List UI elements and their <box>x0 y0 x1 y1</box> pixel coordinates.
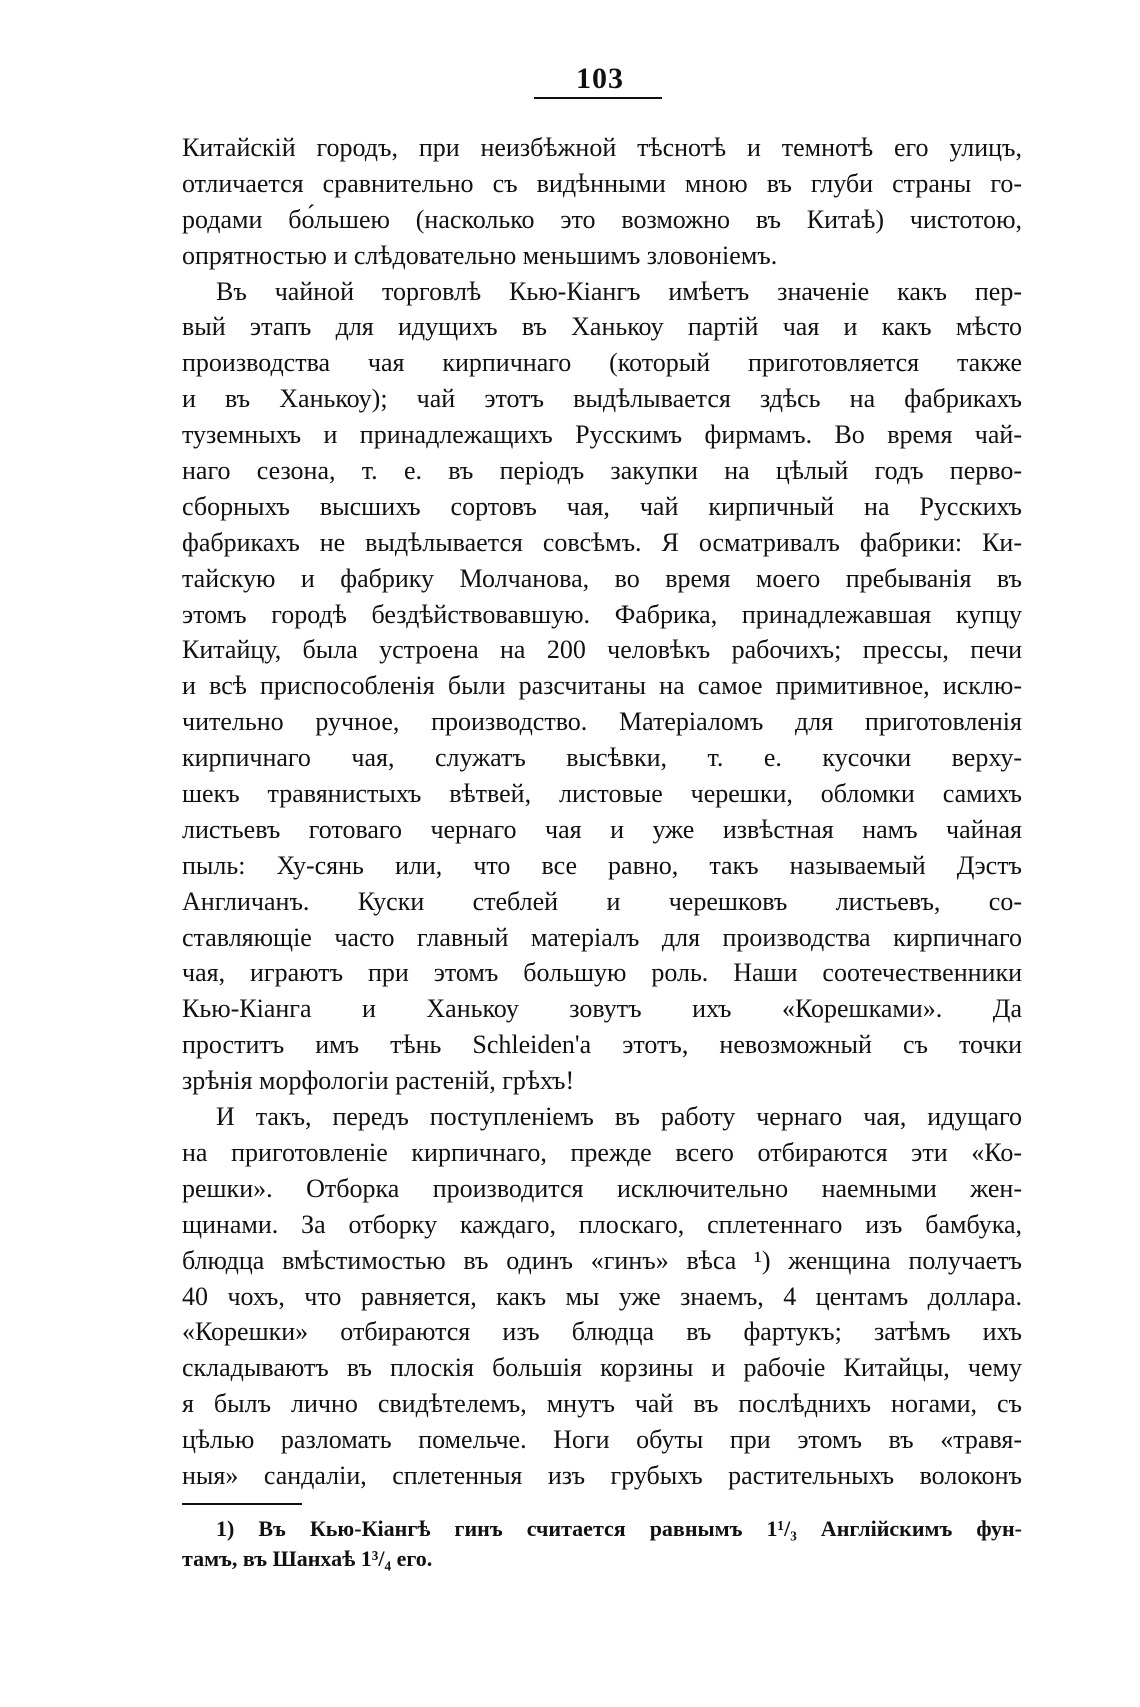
footnote-line: тамъ, въ Шанхаѣ 1³/₄ его. <box>182 1546 433 1571</box>
text-line: Англичанъ. Куски стеблей и черешковъ листьевъ, со- <box>182 886 1022 916</box>
text-line: чая, играютъ при этомъ большую роль. Наши соотечественники <box>182 958 1022 988</box>
text-line: листьевъ готоваго чернаго чая и уже извѣстная намъ чайная <box>182 814 1022 844</box>
text-line: наго сезона, т. е. въ періодъ закупки на цѣлый годъ перво- <box>182 456 1022 486</box>
text-line: складываютъ въ плоскія большія корзины и рабочіе Китайцы, чему <box>182 1353 1022 1383</box>
text-line: и всѣ приспособленія были разсчитаны на самое примитивное, исклю- <box>182 671 1022 701</box>
text-line: вый этапъ для идущихъ въ Ханькоу партій чая и какъ мѣсто <box>182 312 1022 342</box>
page-number-rule <box>534 97 662 99</box>
text-line: этомъ городѣ бездѣйствовавшую. Фабрика, принадлежавшая купцу <box>182 599 1022 629</box>
text-line: на приготовленіе кирпичнаго, прежде всего отбираются эти «Ко- <box>182 1137 1022 1167</box>
footnote-rule <box>182 1503 302 1505</box>
text-line: пыль: Ху-сянь или, что все равно, такъ называемый Дэстъ <box>182 850 1022 880</box>
text-line: родами бо́льшею (насколько это возможно въ Китаѣ) чистотою, <box>182 204 1022 234</box>
text-line: решки». Отборка производится исключительно наемными жен- <box>182 1173 1022 1203</box>
page-number: 103 <box>576 62 624 95</box>
text-line: фабрикахъ не выдѣлывается совсѣмъ. Я осматривалъ фабрики: Ки- <box>182 527 1022 557</box>
text-line: туземныхъ и принадлежащихъ Русскимъ фирмамъ. Во время чай- <box>182 420 1022 450</box>
text-line: Китайцу, была устроена на 200 человѣкъ рабочихъ; прессы, печи <box>182 635 1022 665</box>
body-text <box>182 130 1022 1494</box>
text-line: «Корешки» отбираются изъ блюдца въ фартукъ; затѣмъ ихъ <box>182 1317 1022 1347</box>
text-line: цѣлью разломать помельче. Ноги обуты при этомъ въ «травя- <box>182 1425 1022 1455</box>
text-line: я былъ лично свидѣтелемъ, мнутъ чай въ послѣднихъ ногами, съ <box>182 1389 1022 1419</box>
text-line: опрятностью и слѣдовательно меньшимъ зловоніемъ. <box>182 240 778 270</box>
text-line: щинами. За отборку каждаго, плоскаго, сплетеннаго изъ бамбука, <box>182 1209 1022 1239</box>
text-line: ныя» сандаліи, сплетенныя изъ грубыхъ растительныхъ волоконъ <box>182 1460 1022 1490</box>
text-line: блюдца вмѣстимостью въ одинъ «гинъ» вѣса ¹) женщина получаетъ <box>182 1245 1022 1275</box>
text-line: шекъ травянистыхъ вѣтвей, листовые черешки, обломки самихъ <box>182 779 1022 809</box>
text-line: тайскую и фабрику Молчанова, во время моего пребыванія въ <box>182 563 1022 593</box>
text-line: и въ Ханькоу); чай этотъ выдѣлывается здѣсь на фабрикахъ <box>182 384 1022 414</box>
text-line: зрѣнія морфологіи растеній, грѣхъ! <box>182 1066 575 1096</box>
text-line: Въ чайной торговлѣ Кью-Кіангъ имѣетъ значеніе какъ пер- <box>216 276 1022 306</box>
footnote <box>182 1514 1022 1574</box>
text-line: проститъ имъ тѣнь Schleiden'а этотъ, невозможный съ точки <box>182 1030 1022 1060</box>
text-line: И такъ, передъ поступленіемъ въ работу чернаго чая, идущаго <box>216 1102 1022 1132</box>
text-line: Кью-Кіанга и Ханькоу зовутъ ихъ «Корешками». Да <box>182 994 1022 1024</box>
text-line: Китайскій городъ, при неизбѣжной тѣснотѣ и темнотѣ его улицъ, <box>182 133 1022 162</box>
text-line: ставляющіе часто главный матеріалъ для производства кирпичнаго <box>182 922 1022 952</box>
footnote-line: 1) Въ Кью-Кіангѣ гинъ считается равнымъ 1¹/₃ Англійскимъ фун- <box>216 1516 1022 1541</box>
text-line: чительно ручное, производство. Матеріаломъ для приготовленія <box>182 707 1022 737</box>
text-line: производства чая кирпичнаго (который приготовляется также <box>182 348 1022 378</box>
text-line: кирпичнаго чая, служатъ высѣвки, т. е. кусочки верху- <box>182 743 1022 773</box>
text-line: сборныхъ высшихъ сортовъ чая, чай кирпичный на Русскихъ <box>182 491 1022 521</box>
text-line: отличается сравнительно съ видѣнными мною въ глуби страны го- <box>182 168 1022 198</box>
text-line: 40 чохъ, что равняется, какъ мы уже знаемъ, 4 центамъ доллара. <box>182 1281 1022 1311</box>
